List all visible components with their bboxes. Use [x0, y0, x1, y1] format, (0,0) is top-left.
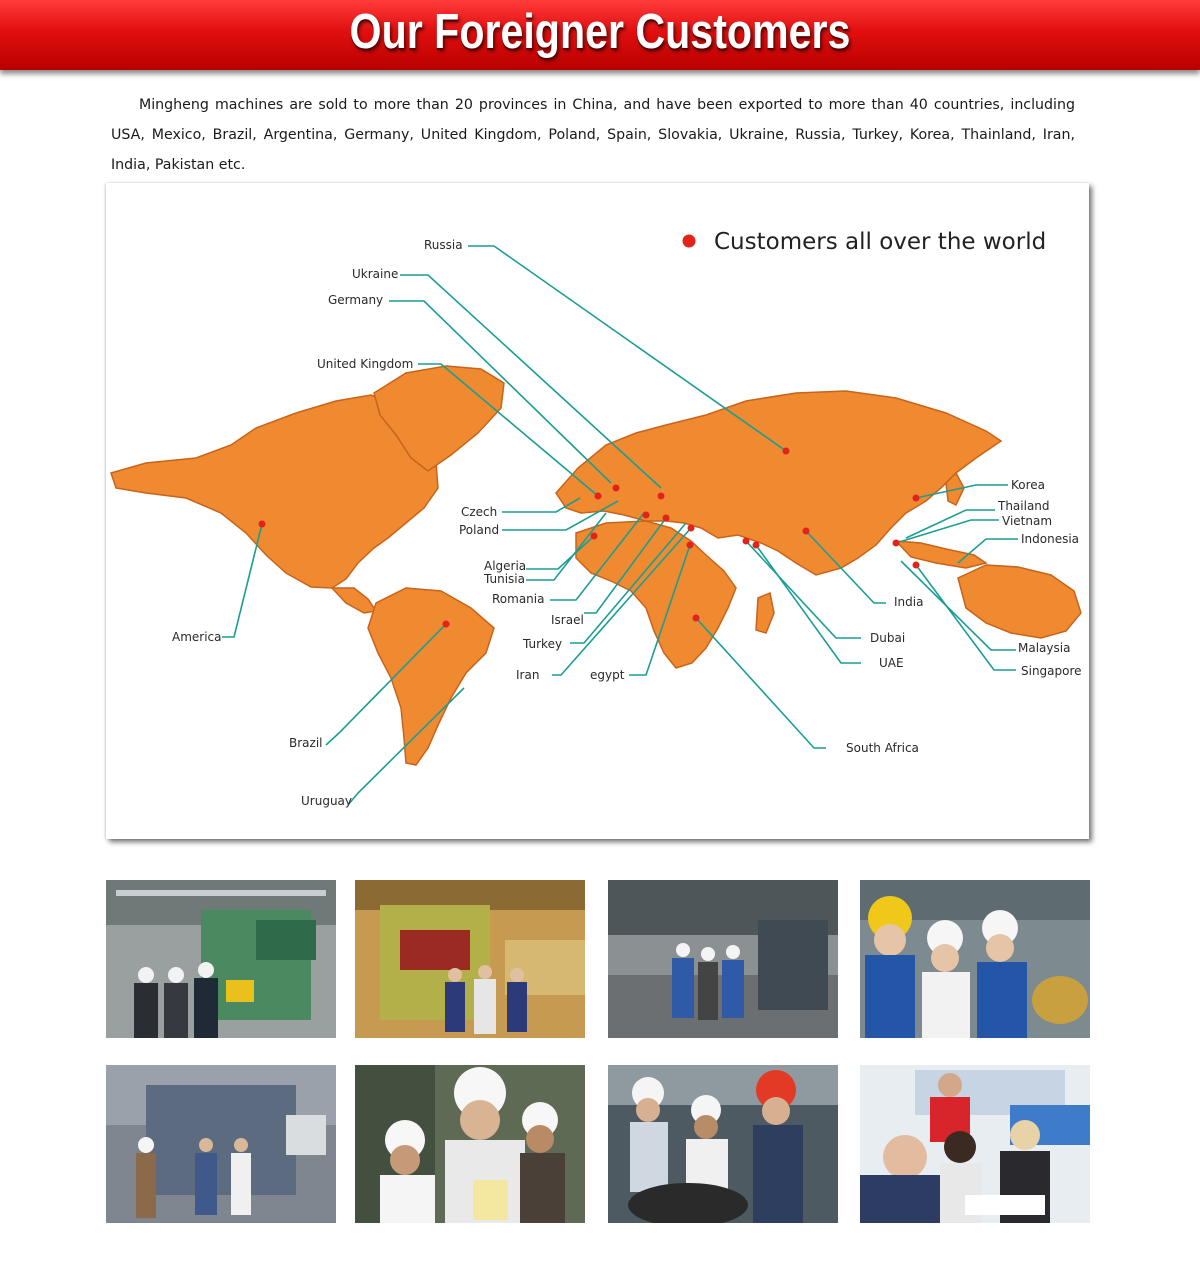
customer-photo-1 [106, 880, 336, 1038]
marker-brazil [443, 621, 450, 628]
marker-egypt [687, 542, 694, 549]
marker-ukraine [658, 493, 665, 500]
legend-marker [683, 235, 696, 248]
marker-america [259, 521, 266, 528]
marker-thailand [893, 540, 900, 547]
label-algeria: Algeria [484, 559, 527, 573]
label-israel: Israel [551, 613, 584, 627]
south-america-landmass [368, 588, 494, 765]
page-title: Our Foreigner Customers [349, 5, 851, 59]
customer-photo-4 [860, 880, 1090, 1038]
label-iran: Iran [516, 668, 540, 682]
label-russia: Russia [424, 238, 463, 252]
marker-uae [753, 542, 760, 549]
customer-photo-7 [608, 1065, 838, 1223]
label-dubai: Dubai [870, 631, 906, 645]
title-banner [0, 0, 1200, 70]
world-map-card [106, 183, 1089, 839]
label-egypt: egypt [590, 668, 625, 682]
marker-india [803, 528, 810, 535]
label-brazil: Brazil [289, 736, 323, 750]
label-czech: Czech [461, 505, 498, 519]
customer-photo-8 [860, 1065, 1090, 1223]
marker-singapore [913, 562, 920, 569]
customer-photo-6 [355, 1065, 585, 1223]
label-korea: Korea [1011, 478, 1046, 492]
label-vietnam: Vietnam [1002, 514, 1053, 528]
label-romania: Romania [492, 592, 545, 606]
label-ukraine: Ukraine [352, 267, 399, 281]
customer-photo-2 [355, 880, 585, 1038]
label-malaysia: Malaysia [1018, 641, 1071, 655]
label-tunisia: Tunisia [484, 572, 525, 586]
label-turkey: Turkey [523, 637, 563, 651]
customer-photo-5 [106, 1065, 336, 1223]
label-uk: United Kingdom [317, 357, 414, 371]
marker-russia [783, 448, 790, 455]
label-uae: UAE [879, 656, 904, 670]
map-legend: Customers all over the world [714, 229, 1047, 255]
label-indonesia: Indonesia [1021, 532, 1080, 546]
marker-korea [913, 495, 920, 502]
label-singapore: Singapore [1021, 664, 1082, 678]
label-uruguay: Uruguay [301, 794, 352, 808]
madagascar-landmass [756, 593, 774, 633]
world-map [106, 183, 1089, 839]
label-thailand: Thailand [998, 499, 1050, 513]
label-india: India [894, 595, 924, 609]
intro-paragraph: Mingheng machines are sold to more than 20 provinces in China, and have been exported to more than 40 countries, including USA, Mexico, Brazil, Argentina, Germany, United Kingdom, Poland, Spain, Slovakia, Ukraine, Russia, Turkey, Korea, Thainland, Iran, India, Pakistan etc. [111, 97, 1075, 173]
marker-turkey [688, 525, 695, 532]
marker-algeria [591, 533, 598, 540]
marker-south-africa [693, 615, 700, 622]
continents [111, 366, 1081, 765]
label-poland: Poland [459, 523, 500, 537]
marker-uk [595, 493, 602, 500]
marker-germany [613, 485, 620, 492]
label-germany: Germany [328, 293, 384, 307]
indonesia-landmass [896, 541, 986, 568]
marker-dubai [743, 538, 750, 545]
marker-poland [643, 512, 650, 519]
australia-landmass [958, 565, 1081, 638]
label-america: America [172, 630, 222, 644]
central-america-landmass [332, 588, 376, 613]
marker-romania [663, 515, 670, 522]
customer-photo-3 [608, 880, 838, 1038]
label-south-africa: South Africa [846, 741, 919, 755]
